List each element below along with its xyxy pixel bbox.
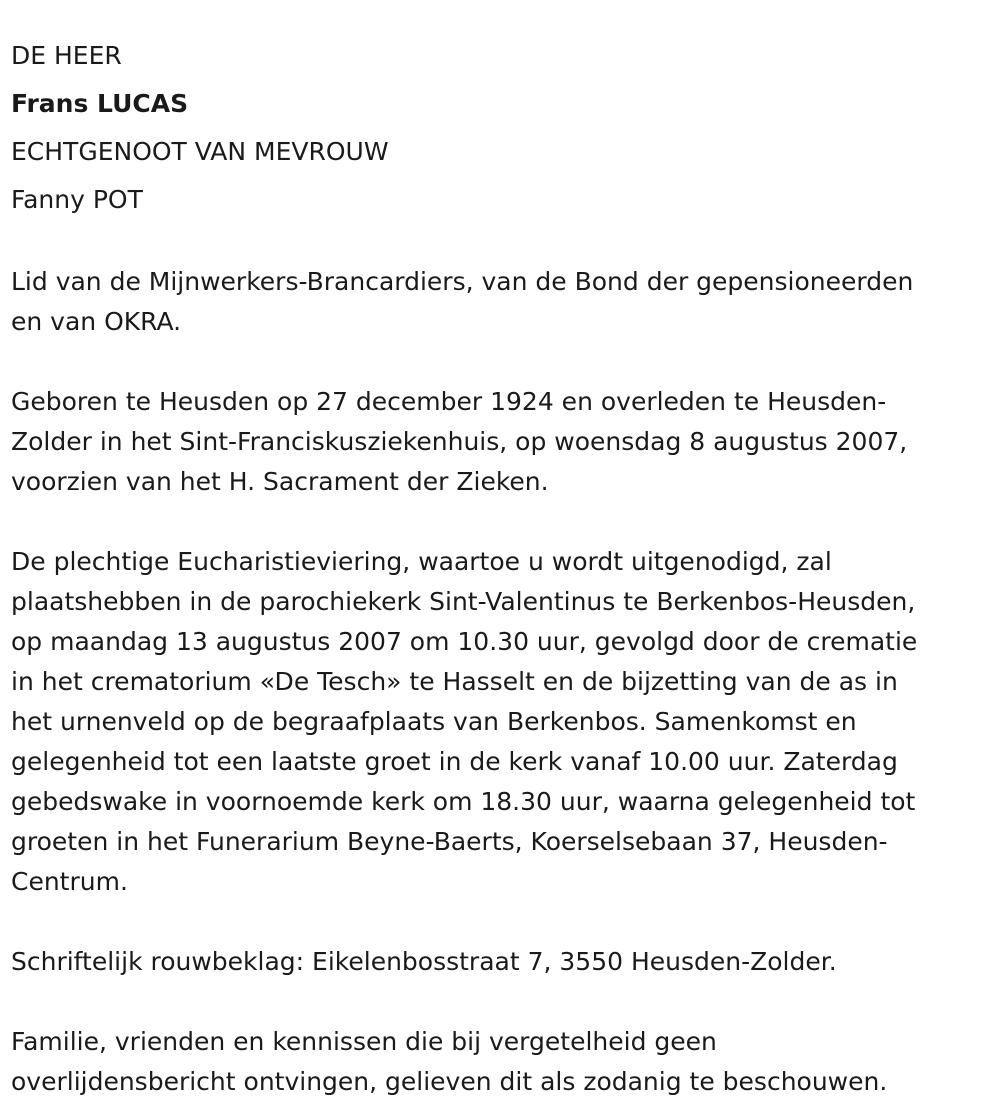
birth-death-line: Zolder in het Sint-Franciskusziekenhuis, op woensdag 8 augustus 2007,	[11, 427, 908, 456]
birth-death-paragraph	[11, 382, 986, 502]
deceased-name: Frans LUCAS	[11, 89, 189, 118]
obituary-notice	[11, 38, 986, 1102]
membership-line: Lid van de Mijnwerkers-Brancardiers, van de Bond der gepensioneerden	[11, 267, 914, 296]
paragraph-gap	[11, 982, 986, 1022]
ceremony-line: gebedswake in voornoemde kerk om 18.30 uur, waarna gelegenheid tot	[11, 787, 916, 816]
closing-line: overlijdensbericht ontvingen, gelieven dit als zodanig te beschouwen.	[11, 1067, 888, 1096]
spouse-relation: ECHTGENOOT VAN MEVROUW	[11, 137, 389, 166]
ceremony-line: het urnenveld op de begraafplaats van Berkenbos. Samenkomst en	[11, 707, 857, 736]
paragraph-gap	[11, 502, 986, 542]
paragraph-gap	[11, 230, 986, 262]
closing-paragraph	[11, 1022, 986, 1102]
membership-line: en van OKRA.	[11, 307, 182, 336]
ceremony-line: groeten in het Funerarium Beyne-Baerts, Koerselsebaan 37, Heusden-	[11, 827, 888, 856]
birth-death-line: Geboren te Heusden op 27 december 1924 en overleden te Heusden-	[11, 387, 887, 416]
title-prefix: DE HEER	[11, 41, 122, 70]
ceremony-line: plaatshebben in de parochiekerk Sint-Valentinus te Berkenbos-Heusden,	[11, 587, 916, 616]
paragraph-gap	[11, 902, 986, 942]
ceremony-line: De plechtige Eucharistieviering, waartoe u wordt uitgenodigd, zal	[11, 547, 832, 576]
paragraph-gap	[11, 342, 986, 382]
membership-paragraph	[11, 262, 986, 342]
ceremony-line: gelegenheid tot een laatste groet in de kerk vanaf 10.00 uur. Zaterdag	[11, 747, 898, 776]
condolence-line: Schriftelijk rouwbeklag: Eikelenbosstraat 7, 3550 Heusden-Zolder.	[11, 947, 837, 976]
condolence-paragraph	[11, 942, 986, 982]
spouse-name: Fanny POT	[11, 185, 143, 214]
birth-death-line: voorzien van het H. Sacrament der Zieken.	[11, 467, 549, 496]
closing-line: Familie, vrienden en kennissen die bij vergetelheid geen	[11, 1027, 717, 1056]
ceremony-paragraph	[11, 542, 986, 902]
ceremony-line: Centrum.	[11, 867, 128, 896]
ceremony-line: in het crematorium «De Tesch» te Hasselt en de bijzetting van de as in	[11, 667, 898, 696]
header-block	[11, 38, 986, 230]
ceremony-line: op maandag 13 augustus 2007 om 10.30 uur, gevolgd door de crematie	[11, 627, 918, 656]
